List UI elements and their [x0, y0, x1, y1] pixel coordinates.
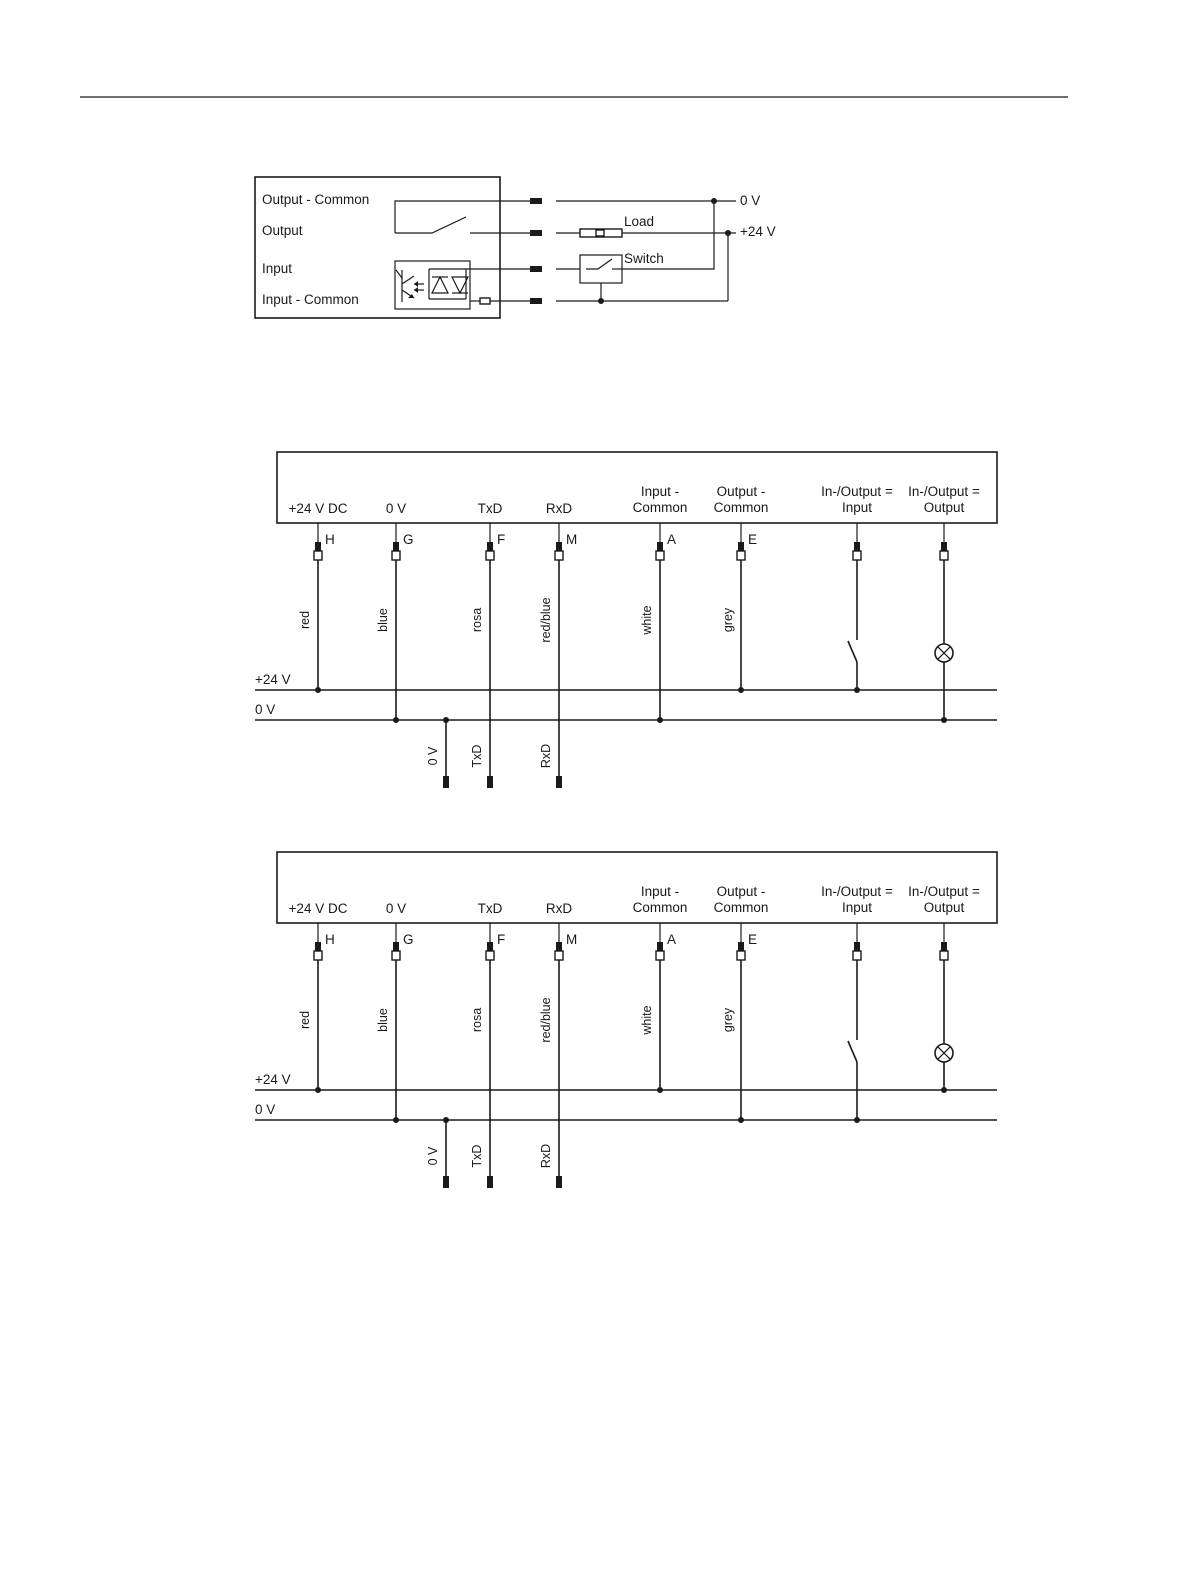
- wire-color-label: grey: [721, 607, 735, 633]
- channel-header-label: TxD: [477, 501, 503, 516]
- channel-header-label: RxD: [545, 901, 573, 916]
- tap-label: RxD: [539, 1143, 553, 1169]
- wiring-diagram-2: [255, 852, 997, 1188]
- junction-dot: [315, 1087, 321, 1093]
- channel-header-label: +24 V DC: [288, 501, 348, 516]
- zero-v-rail-label: 0 V: [255, 702, 276, 717]
- pin-socket-icon: [940, 551, 948, 560]
- wire-color-label: red/blue: [539, 597, 553, 643]
- pin-plug-icon: [487, 542, 493, 551]
- pin-plug-icon: [657, 942, 663, 951]
- wire-color-label: rosa: [470, 607, 484, 633]
- pin-socket-icon: [853, 551, 861, 560]
- channel-header-label: Output: [923, 500, 965, 515]
- junction-dot: [738, 1117, 744, 1123]
- input-switch-icon: [848, 1041, 857, 1062]
- pin-socket-icon: [737, 551, 745, 560]
- junction-dot: [854, 687, 860, 693]
- pin-plug-icon: [556, 542, 562, 551]
- pin-socket-icon: [853, 951, 861, 960]
- pin-socket-icon: [737, 951, 745, 960]
- pin-letter-label: F: [497, 932, 506, 947]
- pin-letter-label: M: [566, 932, 578, 947]
- pin-plug-icon: [315, 542, 321, 551]
- pin-plug-icon: [487, 942, 493, 951]
- input-switch-icon: [848, 641, 857, 662]
- channel-header-label: In-/Output =: [821, 484, 893, 499]
- pin-socket-icon: [314, 951, 322, 960]
- channel-header-label: Output: [923, 900, 965, 915]
- junction-dot: [393, 717, 399, 723]
- channel-header-label: Common: [713, 900, 769, 915]
- input-resistor-icon: [480, 298, 490, 304]
- channel-header-label: In-/Output =: [821, 884, 893, 899]
- input-label: Input: [262, 261, 293, 276]
- pin-plug-icon: [854, 942, 860, 951]
- pin-letter-label: A: [667, 532, 677, 547]
- channel-header-label: Common: [632, 500, 688, 515]
- tap-label: 0 V: [426, 746, 440, 766]
- wire-color-label: rosa: [470, 1007, 484, 1033]
- pin-plug-icon: [941, 942, 947, 951]
- pin-socket-icon: [392, 551, 400, 560]
- pin-socket-icon: [486, 951, 494, 960]
- plus-24v-rail-label: +24 V: [255, 672, 291, 687]
- wire-color-label: grey: [721, 1007, 735, 1033]
- terminal-output: [530, 230, 542, 236]
- channel-header-label: Output -: [716, 884, 766, 899]
- pin-plug-icon: [657, 542, 663, 551]
- pin-plug-icon: [854, 542, 860, 551]
- pin-socket-icon: [940, 951, 948, 960]
- pin-letter-label: G: [403, 532, 414, 547]
- pin-socket-icon: [314, 551, 322, 560]
- tap-label: TxD: [470, 1144, 484, 1168]
- junction-dot: [941, 1087, 947, 1093]
- pin-plug-icon: [315, 942, 321, 951]
- tap-terminal-icon: [443, 776, 449, 788]
- pin-letter-label: G: [403, 932, 414, 947]
- channel-header-label: TxD: [477, 901, 503, 916]
- pin-socket-icon: [392, 951, 400, 960]
- channel-header-label: Input -: [640, 484, 680, 499]
- relay-contact-icon: [395, 217, 466, 233]
- tap-terminal-icon: [487, 1176, 493, 1188]
- io-circuit-diagram: [255, 177, 776, 318]
- wire-color-label: white: [640, 605, 654, 635]
- wire-color-label: red: [298, 1010, 312, 1030]
- channel-header-label: Input: [841, 900, 873, 915]
- pin-plug-icon: [393, 542, 399, 551]
- pin-letter-label: M: [566, 532, 578, 547]
- junction-dot: [315, 687, 321, 693]
- terminal-output-common: [530, 198, 542, 204]
- pin-socket-icon: [656, 951, 664, 960]
- plus-24v-rail-label: +24 V: [255, 1072, 291, 1087]
- junction-dot: [941, 717, 947, 723]
- input-common-label: Input - Common: [262, 292, 359, 307]
- junction-dot: [443, 1117, 449, 1123]
- switch-label: Switch: [624, 251, 664, 266]
- junction-dot: [738, 687, 744, 693]
- pin-letter-label: H: [325, 932, 335, 947]
- tap-label: RxD: [539, 743, 553, 769]
- pin-letter-label: E: [748, 932, 758, 947]
- pin-socket-icon: [486, 551, 494, 560]
- wire-color-label: white: [640, 1005, 654, 1035]
- junction-dot: [854, 1117, 860, 1123]
- tap-label: 0 V: [426, 1146, 440, 1166]
- load-label: Load: [624, 214, 655, 229]
- zero-v-label: 0 V: [740, 193, 761, 208]
- pin-plug-icon: [941, 542, 947, 551]
- channel-header-label: RxD: [545, 501, 573, 516]
- tap-label: TxD: [470, 744, 484, 768]
- junction-dot: [443, 717, 449, 723]
- output-common-wire: [395, 201, 532, 233]
- junction-dot: [393, 1117, 399, 1123]
- pin-socket-icon: [555, 951, 563, 960]
- pin-plug-icon: [738, 542, 744, 551]
- channel-header-label: 0 V: [385, 501, 407, 516]
- wire-color-label: blue: [376, 608, 390, 632]
- tap-terminal-icon: [487, 776, 493, 788]
- pin-plug-icon: [393, 942, 399, 951]
- channel-header-label: Input: [841, 500, 873, 515]
- channel-header-label: Common: [713, 500, 769, 515]
- wire-color-label: red/blue: [539, 997, 553, 1043]
- wire-color-label: red: [298, 610, 312, 630]
- tap-terminal-icon: [443, 1176, 449, 1188]
- tap-terminal-icon: [556, 776, 562, 788]
- pin-letter-label: E: [748, 532, 758, 547]
- pin-plug-icon: [738, 942, 744, 951]
- wiring-diagram-1: [255, 452, 997, 788]
- pin-letter-label: A: [667, 932, 677, 947]
- channel-header-label: Output -: [716, 484, 766, 499]
- pin-socket-icon: [656, 551, 664, 560]
- output-common-label: Output - Common: [262, 192, 370, 207]
- channel-header-label: Common: [632, 900, 688, 915]
- channel-header-label: 0 V: [385, 901, 407, 916]
- channel-header-label: Input -: [640, 884, 680, 899]
- tap-terminal-icon: [556, 1176, 562, 1188]
- wire-color-label: blue: [376, 1008, 390, 1032]
- channel-header-label: +24 V DC: [288, 901, 348, 916]
- optocoupler-icon: [395, 261, 470, 309]
- terminal-input: [530, 266, 542, 272]
- pin-letter-label: F: [497, 532, 506, 547]
- pin-letter-label: H: [325, 532, 335, 547]
- zero-v-rail-label: 0 V: [255, 1102, 276, 1117]
- channel-header-label: In-/Output =: [908, 884, 980, 899]
- channel-header-label: In-/Output =: [908, 484, 980, 499]
- pin-socket-icon: [555, 551, 563, 560]
- terminal-input-common: [530, 298, 542, 304]
- plus-24v-label: +24 V: [740, 224, 776, 239]
- pin-plug-icon: [556, 942, 562, 951]
- output-label: Output: [262, 223, 303, 238]
- junction-dot: [657, 1087, 663, 1093]
